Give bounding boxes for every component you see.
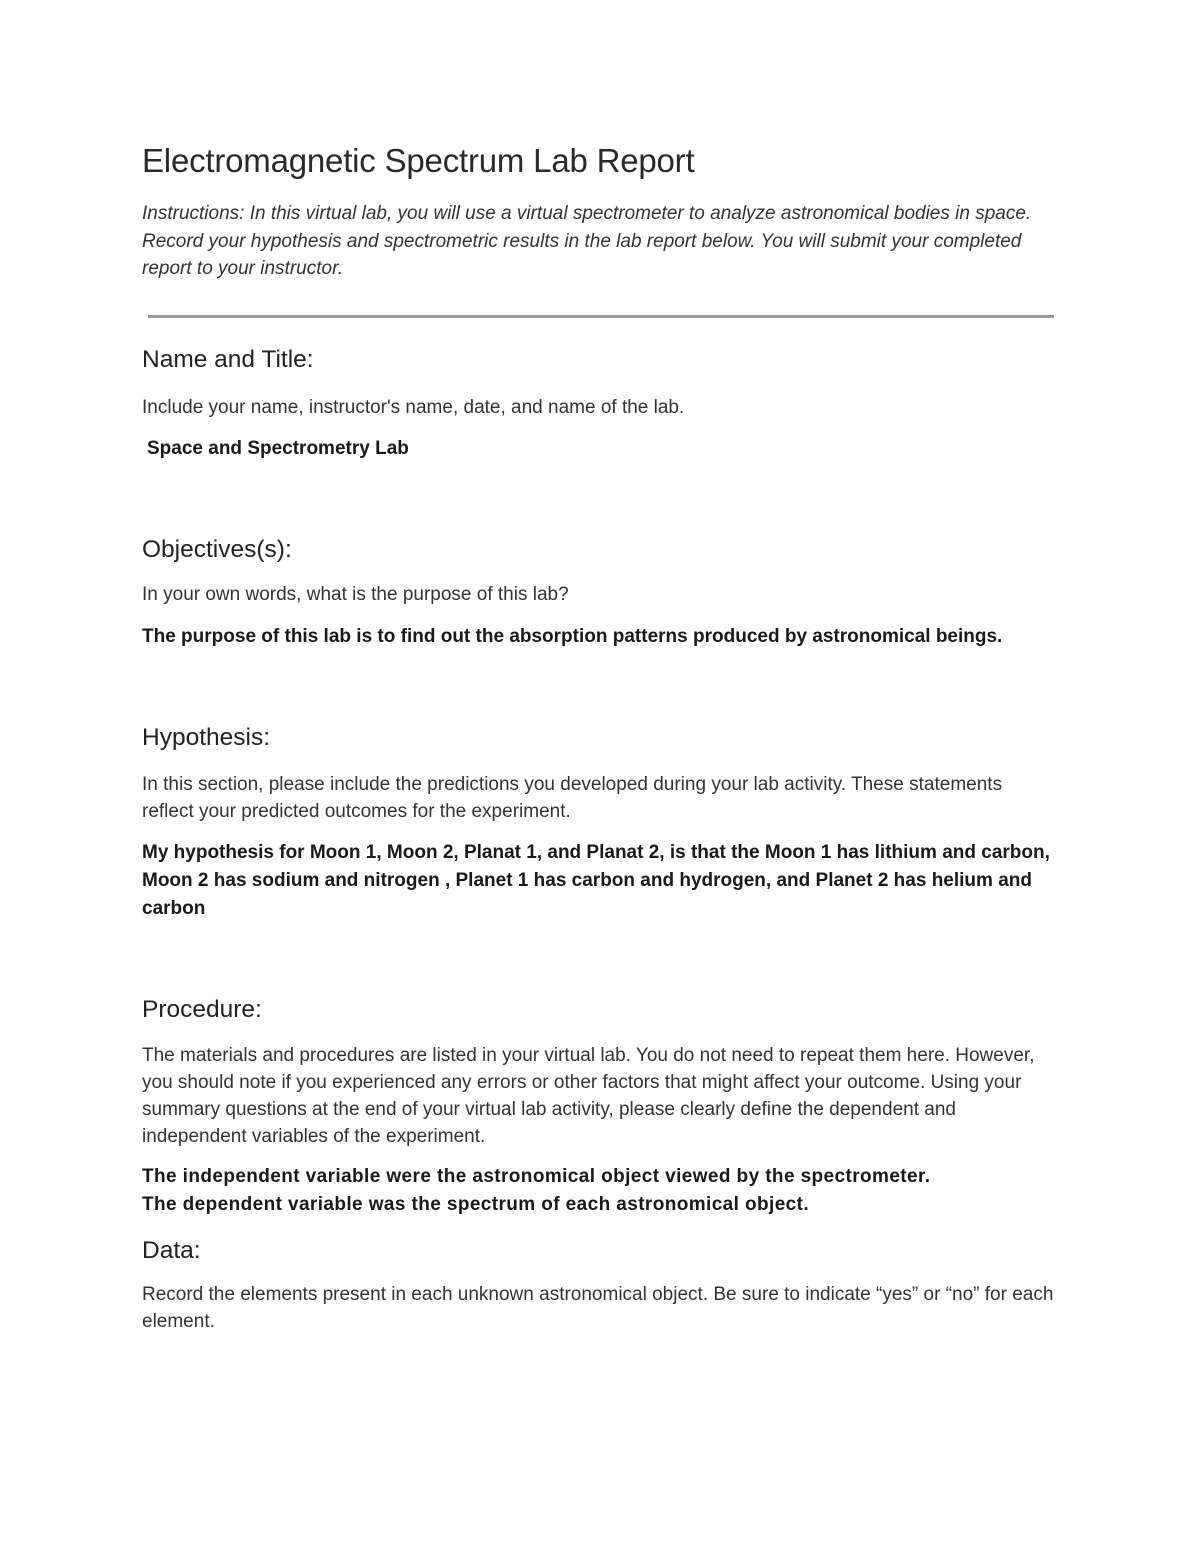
section-heading-procedure: Procedure: (142, 995, 262, 1023)
hypothesis-prompt: In this section, please include the predictions you developed during your lab activity. These statements reflect your predicted outcomes for the experiment. (142, 773, 1003, 822)
section-heading-name-and-title: Name and Title: (142, 345, 314, 373)
section-objectives (142, 534, 1057, 651)
section-name-and-title (142, 344, 1057, 463)
section-hypothesis (142, 722, 1057, 923)
name-and-title-prompt: Include your name, instructor's name, date, and name of the lab. (142, 396, 685, 418)
document-title: Electromagnetic Spectrum Lab Report (142, 142, 695, 179)
horizontal-divider (148, 315, 1054, 318)
section-procedure (142, 994, 1057, 1219)
data-prompt: Record the elements present in each unknown astronomical object. Be sure to indicate “yes” or “no” for each element. (142, 1283, 1054, 1332)
instructions-text: Instructions: In this virtual lab, you will use a virtual spectrometer to analyze astronomical bodies in space. Record your hypothesis and spectrometric results in the lab report below. You will submit your completed report to your instructor. (142, 203, 1032, 279)
section-data (142, 1235, 1057, 1335)
procedure-prompt: The materials and procedures are listed in your virtual lab. You do not need to repeat them here. However, you should note if you experienced any errors or other factors that might affect your outcome. Using your summary questions at the end of your virtual lab activity, please clearly define the dependent and independent variables of the experiment. (142, 1044, 1035, 1147)
procedure-answer-independent-variable: The independent variable were the astronomical object viewed by the spectrometer. (142, 1165, 931, 1187)
section-heading-data: Data: (142, 1236, 201, 1264)
procedure-answer-dependent-variable: The dependent variable was the spectrum of each astronomical object. (142, 1193, 810, 1215)
hypothesis-answer: My hypothesis for Moon 1, Moon 2, Planat 1, and Planat 2, is that the Moon 1 has lithium and carbon, Moon 2 has sodium and nitrogen , Planet 1 has carbon and hydrogen, and Planet 2 has helium and carbon (142, 841, 1050, 919)
section-heading-objectives: Objectives(s): (142, 535, 292, 563)
lab-report-page (142, 140, 1057, 1335)
section-heading-hypothesis: Hypothesis: (142, 723, 271, 751)
objectives-prompt: In your own words, what is the purpose of this lab? (142, 583, 569, 605)
objectives-answer: The purpose of this lab is to find out the absorption patterns produced by astronomical beings. (142, 625, 1003, 647)
procedure-answer (142, 1163, 1057, 1219)
name-and-title-answer: Space and Spectrometry Lab (147, 437, 409, 459)
